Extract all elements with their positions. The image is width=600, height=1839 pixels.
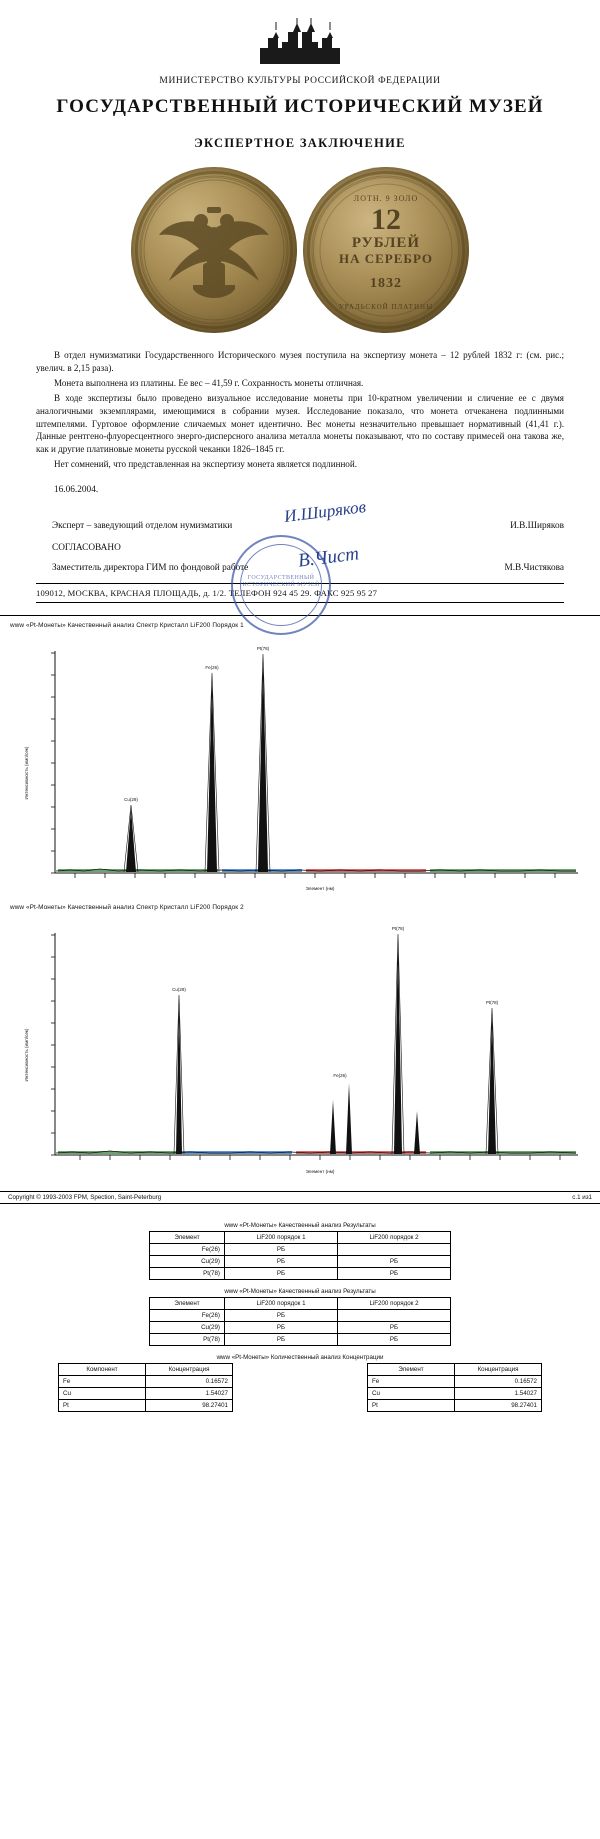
col-order2: LiF200 порядок 2 [338,1232,451,1244]
cell-order2: РБ [338,1322,451,1334]
svg-text:12: 12 [371,203,401,236]
col-element: Элемент [150,1298,225,1310]
cell-concentration: 0.16572 [455,1376,542,1388]
coin-reverse-image [303,167,469,333]
svg-text:РУБЛЕЙ: РУБЛЕЙ [351,235,421,251]
cell-order1: РБ [225,1268,338,1280]
svg-text:НА СЕРЕБРО: НА СЕРЕБРО [339,251,433,266]
coin-obverse-image [131,167,297,333]
cell-order1: РБ [225,1310,338,1322]
table-header-row [150,1232,451,1244]
table-row [150,1334,451,1346]
col-component: Компонент [59,1364,146,1376]
analysis-tables [0,1204,600,1412]
expert-opinion-text [36,349,564,471]
page-number: c.1 из1 [572,1194,592,1202]
svg-text:Cu(29): Cu(29) [172,987,186,993]
qualitative-table-1 [149,1231,451,1280]
table-header-row [59,1364,233,1376]
signature-block [36,497,564,588]
document-kind: ЭКСПЕРТНОЕ ЗАКЛЮЧЕНИЕ [194,136,406,150]
cell-concentration: 98.27401 [146,1400,233,1412]
col-order1: LiF200 порядок 1 [225,1232,338,1244]
cell-order2: РБ [338,1334,451,1346]
table-header-row [368,1364,542,1376]
cell-component: Cu [59,1388,146,1400]
cell-element: Cu(29) [150,1322,225,1334]
table-row [150,1244,451,1256]
quantitative-table-right [367,1363,542,1412]
ministry-line: МИНИСТЕРСТВО КУЛЬТУРЫ РОССИЙСКОЙ ФЕДЕРАЦИИ [159,76,441,86]
spectrum-plot-1 [0,633,600,898]
spectrum-title-2: www «Pt-Монеты» Качественный анализ Спектр Кристалл LiF200 Порядок 2 [10,904,244,912]
col-order2: LiF200 порядок 2 [338,1298,451,1310]
svg-text:Fe(26): Fe(26) [333,1073,347,1079]
col-order1: LiF200 порядок 1 [225,1298,338,1310]
quantitative-table-left [58,1363,233,1412]
museum-title: ГОСУДАРСТВЕННЫЙ ИСТОРИЧЕСКИЙ МУЗЕЙ [56,96,544,117]
cell-element: Fe [368,1376,455,1388]
col-concentration: Концентрация [455,1364,542,1376]
paragraph-1: В отдел нумизматики Государственного Исторического музея поступила на экспертизу монета – 12 рублей 1832 г: (см. рис.; увелич. в 2,15 раза). [36,350,564,373]
table-row [59,1400,233,1412]
deputy-signature-mark: В.Чист [296,543,361,572]
coin-photographs [0,165,600,335]
svg-text:ЛОТН. 9 ЗОЛО: ЛОТН. 9 ЗОЛО [353,194,419,203]
cell-element: Pt(78) [150,1334,225,1346]
svg-text:Элемент (нм): Элемент (нм) [305,1169,335,1175]
cell-order1: РБ [225,1334,338,1346]
col-element: Элемент [368,1364,455,1376]
svg-text:Fe(26): Fe(26) [205,665,219,671]
table-row [368,1376,542,1388]
svg-text:Cu(29): Cu(29) [124,797,138,803]
cell-order1: РБ [225,1244,338,1256]
svg-text:Интенсивность (имп/сек): Интенсивность (имп/сек) [24,746,29,800]
cell-order2 [338,1310,451,1322]
spectrum-block-2 [0,898,600,1183]
spectrum-block-1 [0,616,600,898]
table-header-row [150,1298,451,1310]
table-row [368,1400,542,1412]
table-row [368,1388,542,1400]
certificate-section [0,0,600,603]
expert-signature-mark: И.Ширяков [283,497,367,527]
expert-name: И.В.Ширяков [510,521,564,532]
copyright-text: Copyright © 1993-2003 FPM, Spection, Saint-Peterburg [8,1194,162,1202]
cell-component: Fe [59,1376,146,1388]
cell-order2: РБ [338,1256,451,1268]
agreed-label: СОГЛАСОВАНО [52,543,121,554]
cell-concentration: 98.27401 [455,1400,542,1412]
expert-signature-row [36,497,564,532]
spectrum-title-1: www «Pt-Монеты» Качественный анализ Спектр Кристалл LiF200 Порядок 1 [10,622,244,630]
copyright-bar [0,1191,600,1204]
col-concentration: Концентрация [146,1364,233,1376]
cell-element: Pt(78) [150,1268,225,1280]
svg-text:УРАЛЬСКОЙ ПЛАТИНЫ: УРАЛЬСКОЙ ПЛАТИНЫ [338,303,434,311]
stamp-text: ГОСУДАРСТВЕННЫЙ ИСТОРИЧЕСКИЙ МУЗЕЙ [242,575,320,588]
qualitative-table-2 [149,1297,451,1346]
cell-order1: РБ [225,1322,338,1334]
cell-element: Cu(29) [150,1256,225,1268]
cell-element: Fe(26) [150,1310,225,1322]
table-row [59,1376,233,1388]
svg-text:Pt(78): Pt(78) [485,1000,499,1006]
deputy-name: М.В.Чистякова [504,563,564,574]
svg-text:Pt(78): Pt(78) [256,646,270,652]
paragraph-3: В ходе экспертизы было проведено визуальное исследование монеты при 10-кратном увеличении и сличение ее с двумя аналогичными экземплярами, имеющимися в собрании музея. Исследование показало, что монета отчеканена подлинными штемпелями. Гуртовое оформление сличаемых монет идентично. Вес монеты незначительно превышает нормативный (41,41 г.). Данные рентгено-флуоресцентного энерго-дисперсного анализа металла монеты показывают, что по составу примесей она такова же, как и другие платиновые монеты русской чеканки 1826–1845 гг. [36,392,564,455]
table-row [150,1268,451,1280]
spectrum-plot-2 [0,915,600,1183]
expert-role: Эксперт – заведующий отделом нумизматики [52,521,233,532]
svg-text:Элемент (нм): Элемент (нм) [305,886,335,892]
table-row [150,1322,451,1334]
cell-element: Fe(26) [150,1244,225,1256]
table-row [150,1256,451,1268]
svg-text:1832: 1832 [370,276,402,291]
cell-order2: РБ [338,1268,451,1280]
deputy-role: Заместитель директора ГИМ по фондовой работе [52,563,249,574]
svg-text:Pt(78): Pt(78) [391,926,405,932]
cell-concentration: 0.16572 [146,1376,233,1388]
cell-concentration: 1.54027 [455,1388,542,1400]
col-element: Элемент [150,1232,225,1244]
quantitative-tables [0,1363,600,1412]
table-row [59,1388,233,1400]
quant-table-title: www «Pt-Монеты» Количественный анализ Концентрации [216,1354,384,1362]
museum-crest [0,18,600,66]
cell-element: Cu [368,1388,455,1400]
paragraph-4: Нет сомнений, что представленная на экспертизу монета является подлинной. [54,459,357,470]
cell-order2 [338,1244,451,1256]
table-row [150,1310,451,1322]
document-date: 16.06.2004. [54,485,99,496]
paragraph-2: Монета выполнена из платины. Ее вес – 41,59 г. Сохранность монеты отличная. [54,377,364,388]
qual-table-2-title: www «Pt-Монеты» Качественный анализ Результаты [224,1288,376,1296]
address-text: 109012, МОСКВА, КРАСНАЯ ПЛОЩАДЬ, д. 1/2. ТЕЛЕФОН 924 45 29. ФАКС 925 95 27 [36,588,378,599]
qual-table-1-title: www «Pt-Монеты» Качественный анализ Результаты [224,1222,376,1230]
cell-order1: РБ [225,1256,338,1268]
cell-element: Pt [368,1400,455,1412]
svg-text:Интенсивность (имп/сек): Интенсивность (имп/сек) [24,1028,29,1082]
cell-component: Pt [59,1400,146,1412]
cell-concentration: 1.54027 [146,1388,233,1400]
